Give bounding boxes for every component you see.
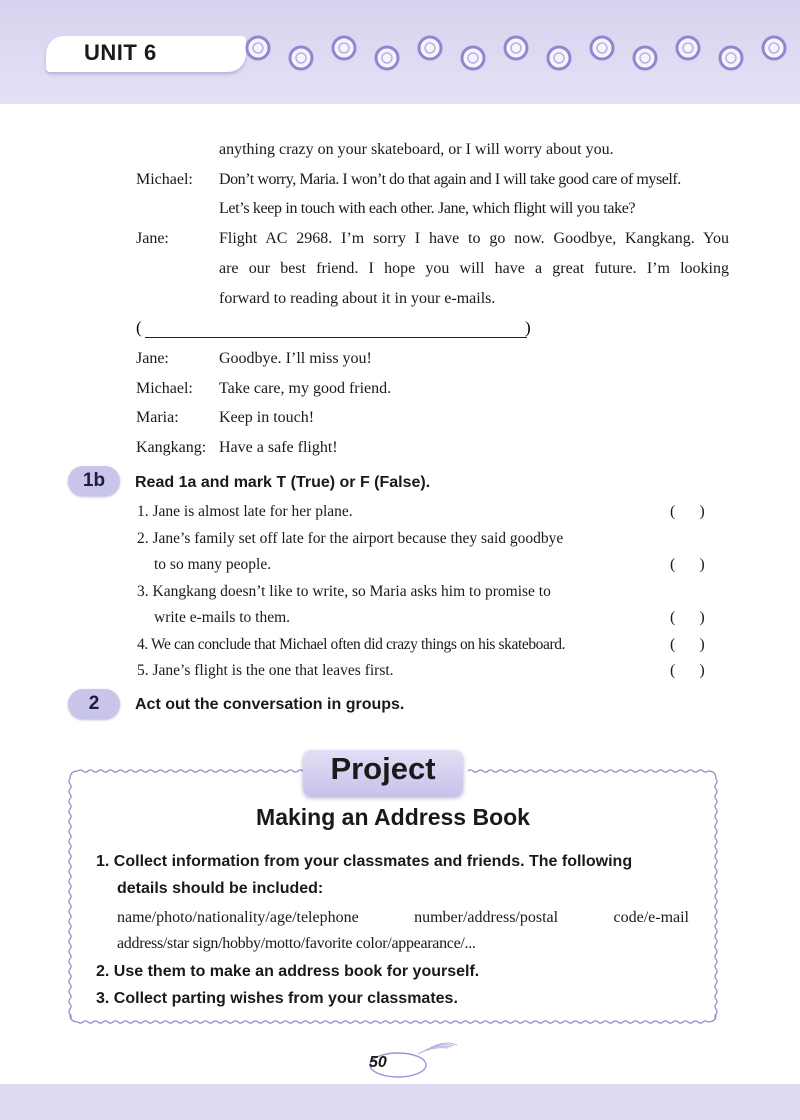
- ring-icon: [247, 37, 269, 59]
- question-item: 4. We can conclude that Michael often did crazy things on his skateboard.: [137, 636, 566, 653]
- ring-icon: [462, 47, 484, 69]
- frame-corner: [708, 1014, 716, 1022]
- ring-icon: [505, 37, 527, 59]
- ring-icon: [720, 47, 742, 69]
- question-item: 5. Jane’s flight is the one that leaves first.: [137, 662, 394, 679]
- project-details-line: name/photo/nationality/age/telephone number/address/postal code/e-mail: [117, 909, 689, 926]
- ring-icon: [634, 47, 656, 69]
- project-subtitle: Making an Address Book: [256, 804, 530, 830]
- unit-label: UNIT 6: [84, 40, 157, 65]
- header-rings-decoration: [0, 0, 800, 104]
- swoosh-line: [422, 1046, 451, 1052]
- swoosh-line: [418, 1048, 448, 1054]
- section-2-instruction: Act out the conversation in groups.: [135, 696, 405, 713]
- answer-paren[interactable]: ( ): [670, 503, 705, 520]
- project-item-2: 2. Use them to make an address book for yourself.: [96, 963, 480, 980]
- dialogue-line: anything crazy on your skateboard, or I will worry about you.: [219, 141, 614, 158]
- ring-icon: [591, 37, 613, 59]
- answer-paren[interactable]: ( ): [670, 556, 705, 573]
- dialogue-line: Have a safe flight!: [219, 439, 338, 456]
- ring-icon: [677, 37, 699, 59]
- frame-bottom: [78, 1021, 708, 1023]
- ring-icon: [763, 37, 785, 59]
- question-item-continuation: to so many people.: [154, 556, 272, 573]
- dialogue-line: Flight AC 2968. I’m sorry I have to go now. Goodbye, Kangkang. You: [219, 230, 729, 247]
- frame-corner: [70, 1014, 78, 1022]
- frame-corner: [708, 771, 716, 779]
- ring-icon: [548, 47, 570, 69]
- speaker-label: Jane:: [136, 350, 169, 367]
- blank-close-paren: ): [525, 318, 531, 337]
- dialogue-line: Let’s keep in touch with each other. Jane, which flight will you take?: [219, 200, 636, 217]
- ring-icon: [419, 37, 441, 59]
- speaker-label: Michael:: [136, 171, 193, 188]
- speaker-label: Michael:: [136, 380, 193, 397]
- answer-paren[interactable]: ( ): [670, 662, 705, 679]
- answer-blank-line[interactable]: [145, 337, 527, 338]
- project-item-1-continuation: details should be included:: [117, 880, 324, 897]
- project-title: Project: [330, 751, 436, 786]
- section-badge-2: 2: [68, 689, 120, 719]
- answer-paren[interactable]: ( ): [670, 609, 705, 626]
- question-item: 3. Kangkang doesn’t like to write, so Maria asks him to promise to: [137, 583, 551, 600]
- dialogue-line: forward to reading about it in your e-mails.: [219, 290, 496, 307]
- section-1b-instruction: Read 1a and mark T (True) or F (False).: [135, 474, 431, 491]
- dialogue-line: Goodbye. I’ll miss you!: [219, 350, 372, 367]
- dialogue-line: Take care, my good friend.: [219, 380, 392, 397]
- speaker-label: Maria:: [136, 409, 179, 426]
- ring-icon: [333, 37, 355, 59]
- ring-icon: [376, 47, 398, 69]
- question-item-continuation: write e-mails to them.: [154, 609, 291, 626]
- page-number: 50: [369, 1054, 387, 1071]
- dialogue-line: are our best friend. I hope you will have a great future. I’m looking: [219, 260, 729, 277]
- project-item-1: 1. Collect information from your classmates and friends. The following: [96, 853, 633, 870]
- frame-top-left: [78, 770, 308, 772]
- question-item: 1. Jane is almost late for her plane.: [137, 503, 353, 520]
- answer-paren[interactable]: ( ): [670, 636, 705, 653]
- project-details-line: address/star sign/hobby/motto/favorite color/appearance/...: [117, 935, 476, 952]
- section-badge-1b: 1b: [68, 466, 120, 496]
- speaker-label: Kangkang:: [136, 439, 207, 456]
- speaker-label: Jane:: [136, 230, 169, 247]
- blank-open-paren: (: [136, 318, 142, 337]
- question-item: 2. Jane’s family set off late for the airport because they said goodbye: [137, 530, 564, 547]
- project-item-3: 3. Collect parting wishes from your classmates.: [96, 990, 458, 1007]
- frame-corner: [70, 771, 78, 779]
- ring-icon: [290, 47, 312, 69]
- dialogue-line: Keep in touch!: [219, 409, 315, 426]
- dialogue-line: Don’t worry, Maria. I won’t do that again and I will take good care of myself.: [219, 171, 681, 188]
- frame-top-right: [468, 770, 708, 772]
